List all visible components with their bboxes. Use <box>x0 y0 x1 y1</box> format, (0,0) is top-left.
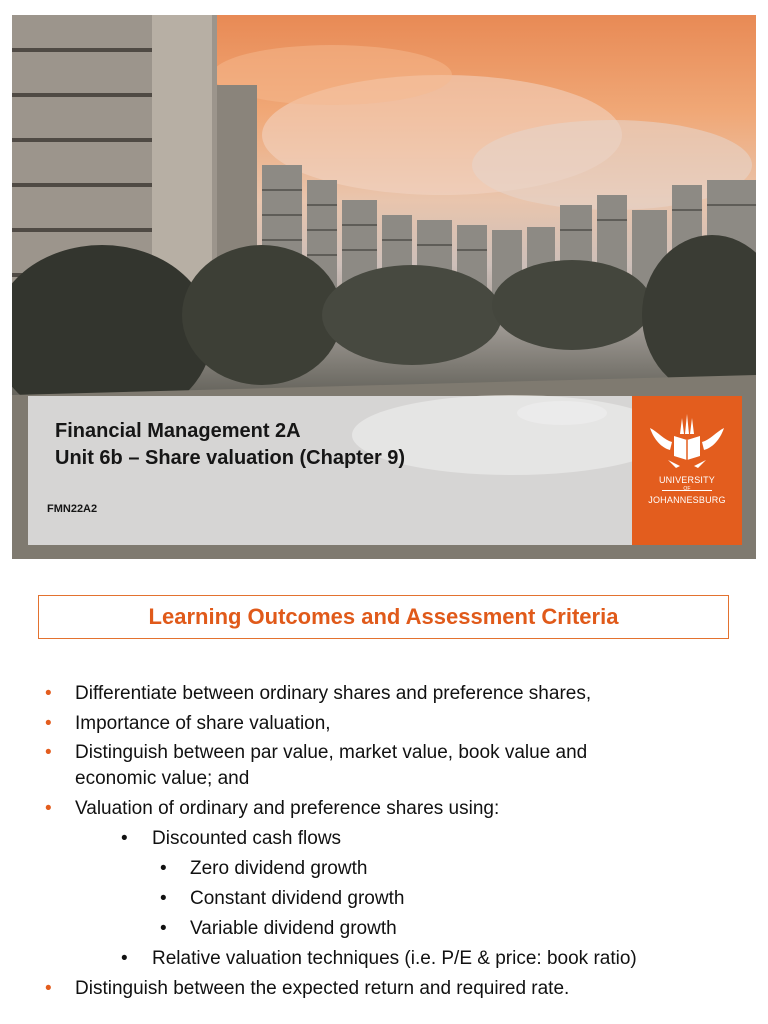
bullet-icon: • <box>45 713 52 734</box>
course-code: FMN22A2 <box>47 503 98 515</box>
unit-title: Unit 6b – Share valuation (Chapter 9) <box>55 447 406 469</box>
bullet-icon: • <box>45 742 52 763</box>
list-item: Importance of share valuation, <box>75 713 331 734</box>
university-logo <box>632 396 742 545</box>
bullet-icon: • <box>160 888 167 909</box>
bullet-icon: • <box>121 828 128 849</box>
logo-of: OF <box>683 486 691 492</box>
crest-icon <box>646 410 728 470</box>
course-title: Financial Management 2A <box>55 420 301 442</box>
sub-sub-list-item: Variable dividend growth <box>190 918 397 939</box>
bullet-icon: • <box>121 948 128 969</box>
sub-sub-list-item: Zero dividend growth <box>190 858 368 879</box>
bullet-icon: • <box>160 918 167 939</box>
list-item: Distinguish between the expected return and required rate. <box>75 978 570 999</box>
list-item: Distinguish between par value, market value, book value and <box>75 742 588 763</box>
logo-johannesburg: JOHANNESBURG <box>648 495 726 505</box>
title-slide <box>12 15 756 559</box>
sub-list-item: Discounted cash flows <box>152 828 342 849</box>
sub-list-item: Relative valuation techniques (i.e. P/E & price: book ratio) <box>152 948 637 969</box>
title-band <box>28 396 634 545</box>
logo-university: UNIVERSITY <box>658 475 715 485</box>
bullet-icon: • <box>45 683 52 704</box>
list-item: Valuation of ordinary and preference shares using: <box>75 798 500 819</box>
heading-box <box>38 595 729 639</box>
bullet-icon: • <box>160 858 167 879</box>
slide-heading: Learning Outcomes and Assessment Criteria <box>148 604 619 629</box>
bullet-icon: • <box>45 798 52 819</box>
bullet-icon: • <box>45 978 52 999</box>
sub-sub-list-item: Constant dividend growth <box>190 888 405 909</box>
list-item-continuation: economic value; and <box>75 768 250 789</box>
list-item: Differentiate between ordinary shares and preference shares, <box>75 683 592 704</box>
